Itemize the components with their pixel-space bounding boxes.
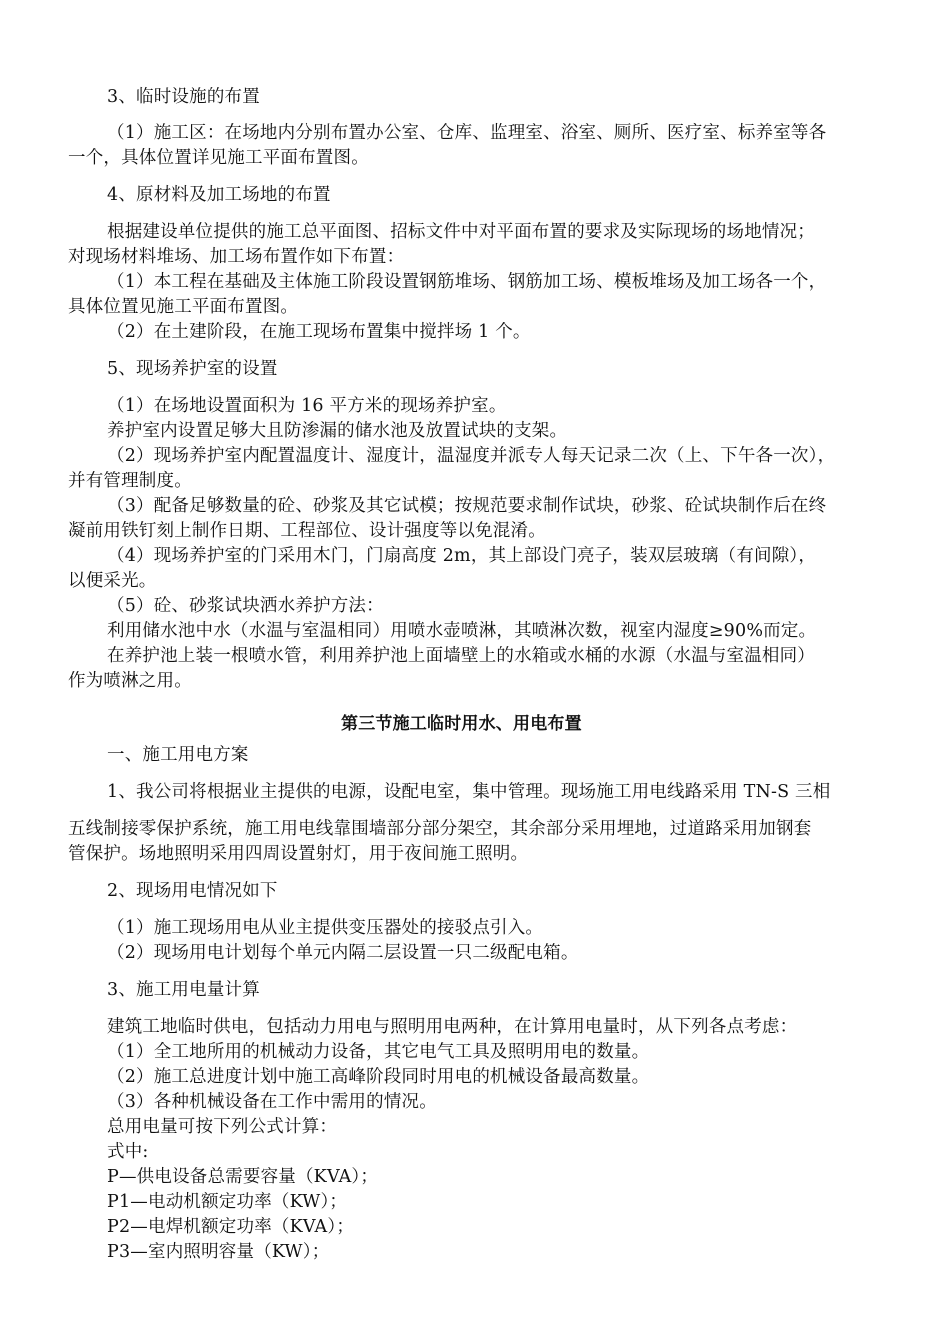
paragraph-line: 在养护池上装一根喷水管，利用养护池上面墙壁上的水箱或水桶的水源（水温与室温相同） [107,646,815,666]
paragraph-line: （1）施工区：在场地内分别布置办公室、仓库、监理室、浴室、厕所、医疗室、标养室等各 [107,123,827,143]
subheading-curing-room: 5、现场养护室的设置 [107,359,278,379]
paragraph-line: 作为喷淋之用。 [68,671,192,691]
subheading-site-power: 2、现场用电情况如下 [107,881,278,901]
paragraph-line: 式中: [107,1142,149,1162]
paragraph-line: 一个，具体位置详见施工平面布置图。 [68,148,369,168]
subheading-power-calculation: 3、施工用电量计算 [107,980,260,1000]
paragraph-line: 总用电量可按下列公式计算： [107,1117,338,1137]
subheading-materials-yard: 4、原材料及加工场地的布置 [107,185,331,205]
paragraph-line: （2）施工总进度计划中施工高峰阶段同时用电的机械设备最高数量。 [107,1067,650,1087]
paragraph-line: 1、我公司将根据业主提供的电源，设配电室，集中管理。现场施工用电线路采用 TN-S 三相 [107,782,831,802]
formula-term: P2—电焊机额定功率（KVA）； [107,1217,355,1237]
paragraph-line: 五线制接零保护系统，施工用电线靠围墙部分部分架空，其余部分采用埋地，过道路采用加钢套 [68,819,812,839]
paragraph-line: （1）施工现场用电从业主提供变压器处的接驳点引入。 [107,918,544,938]
paragraph-line: （3）各种机械设备在工作中需用的情况。 [107,1092,437,1112]
paragraph-line: （1）在场地设置面积为 16 平方米的现场养护室。 [107,396,507,416]
paragraph-line: 建筑工地临时供电，包括动力用电与照明用电两种，在计算用电量时，从下列各点考虑： [107,1017,798,1037]
paragraph-line: 凝前用铁钉刻上制作日期、工程部位、设计强度等以免混淆。 [68,521,546,541]
paragraph-line: （2）现场养护室内配置温度计、湿度计，温湿度并派专人每天记录二次（上、下午各一次）， [107,446,836,466]
paragraph-line: 养护室内设置足够大且防渗漏的储水池及放置试块的支架。 [107,421,568,441]
paragraph-line: （3）配备足够数量的砼、砂浆及其它试模；按规范要求制作试块，砂浆、砼试块制作后在终 [107,496,827,516]
formula-term: P—供电设备总需要容量（KVA）； [107,1167,379,1187]
paragraph-line: （5）砼、砂浆试块洒水养护方法： [107,596,384,616]
paragraph-line: 管保护。场地照明采用四周设置射灯，用于夜间施工照明。 [68,844,529,864]
paragraph-line: 根据建设单位提供的施工总平面图、招标文件中对平面布置的要求及实际现场的场地情况； [107,222,815,242]
paragraph-line: 对现场材料堆场、加工场布置作如下布置： [68,247,405,267]
formula-term: P1—电动机额定功率（KW）； [107,1192,348,1212]
paragraph-line: （1）本工程在基础及主体施工阶段设置钢筋堆场、钢筋加工场、模板堆场及加工场各一个， [107,272,827,292]
paragraph-line: 具体位置见施工平面布置图。 [68,297,299,317]
paragraph-line: 利用储水池中水（水温与室温相同）用喷水壶喷淋，其喷淋次数，视室内湿度≥90%而定。 [107,621,817,641]
paragraph-line: （4）现场养护室的门采用木门，门扇高度 2m，其上部设门亮子，装双层玻璃（有间隙）， [107,546,817,566]
paragraph-line: （1）全工地所用的机械动力设备，其它电气工具及照明用电的数量。 [107,1042,650,1062]
paragraph-line: 以便采光。 [68,571,157,591]
paragraph-line: （2）现场用电计划每个单元内隔二层设置一只二级配电箱。 [107,943,579,963]
section-title: 第三节施工临时用水、用电布置 [341,714,582,734]
formula-term: P3—室内照明容量（KW）； [107,1242,330,1262]
paragraph-line: （2）在土建阶段，在施工现场布置集中搅拌场 1 个。 [107,322,531,342]
subheading-temporary-facilities: 3、临时设施的布置 [107,87,260,107]
subheading-power-plan: 一、施工用电方案 [107,745,249,765]
paragraph-line: 并有管理制度。 [68,471,192,491]
